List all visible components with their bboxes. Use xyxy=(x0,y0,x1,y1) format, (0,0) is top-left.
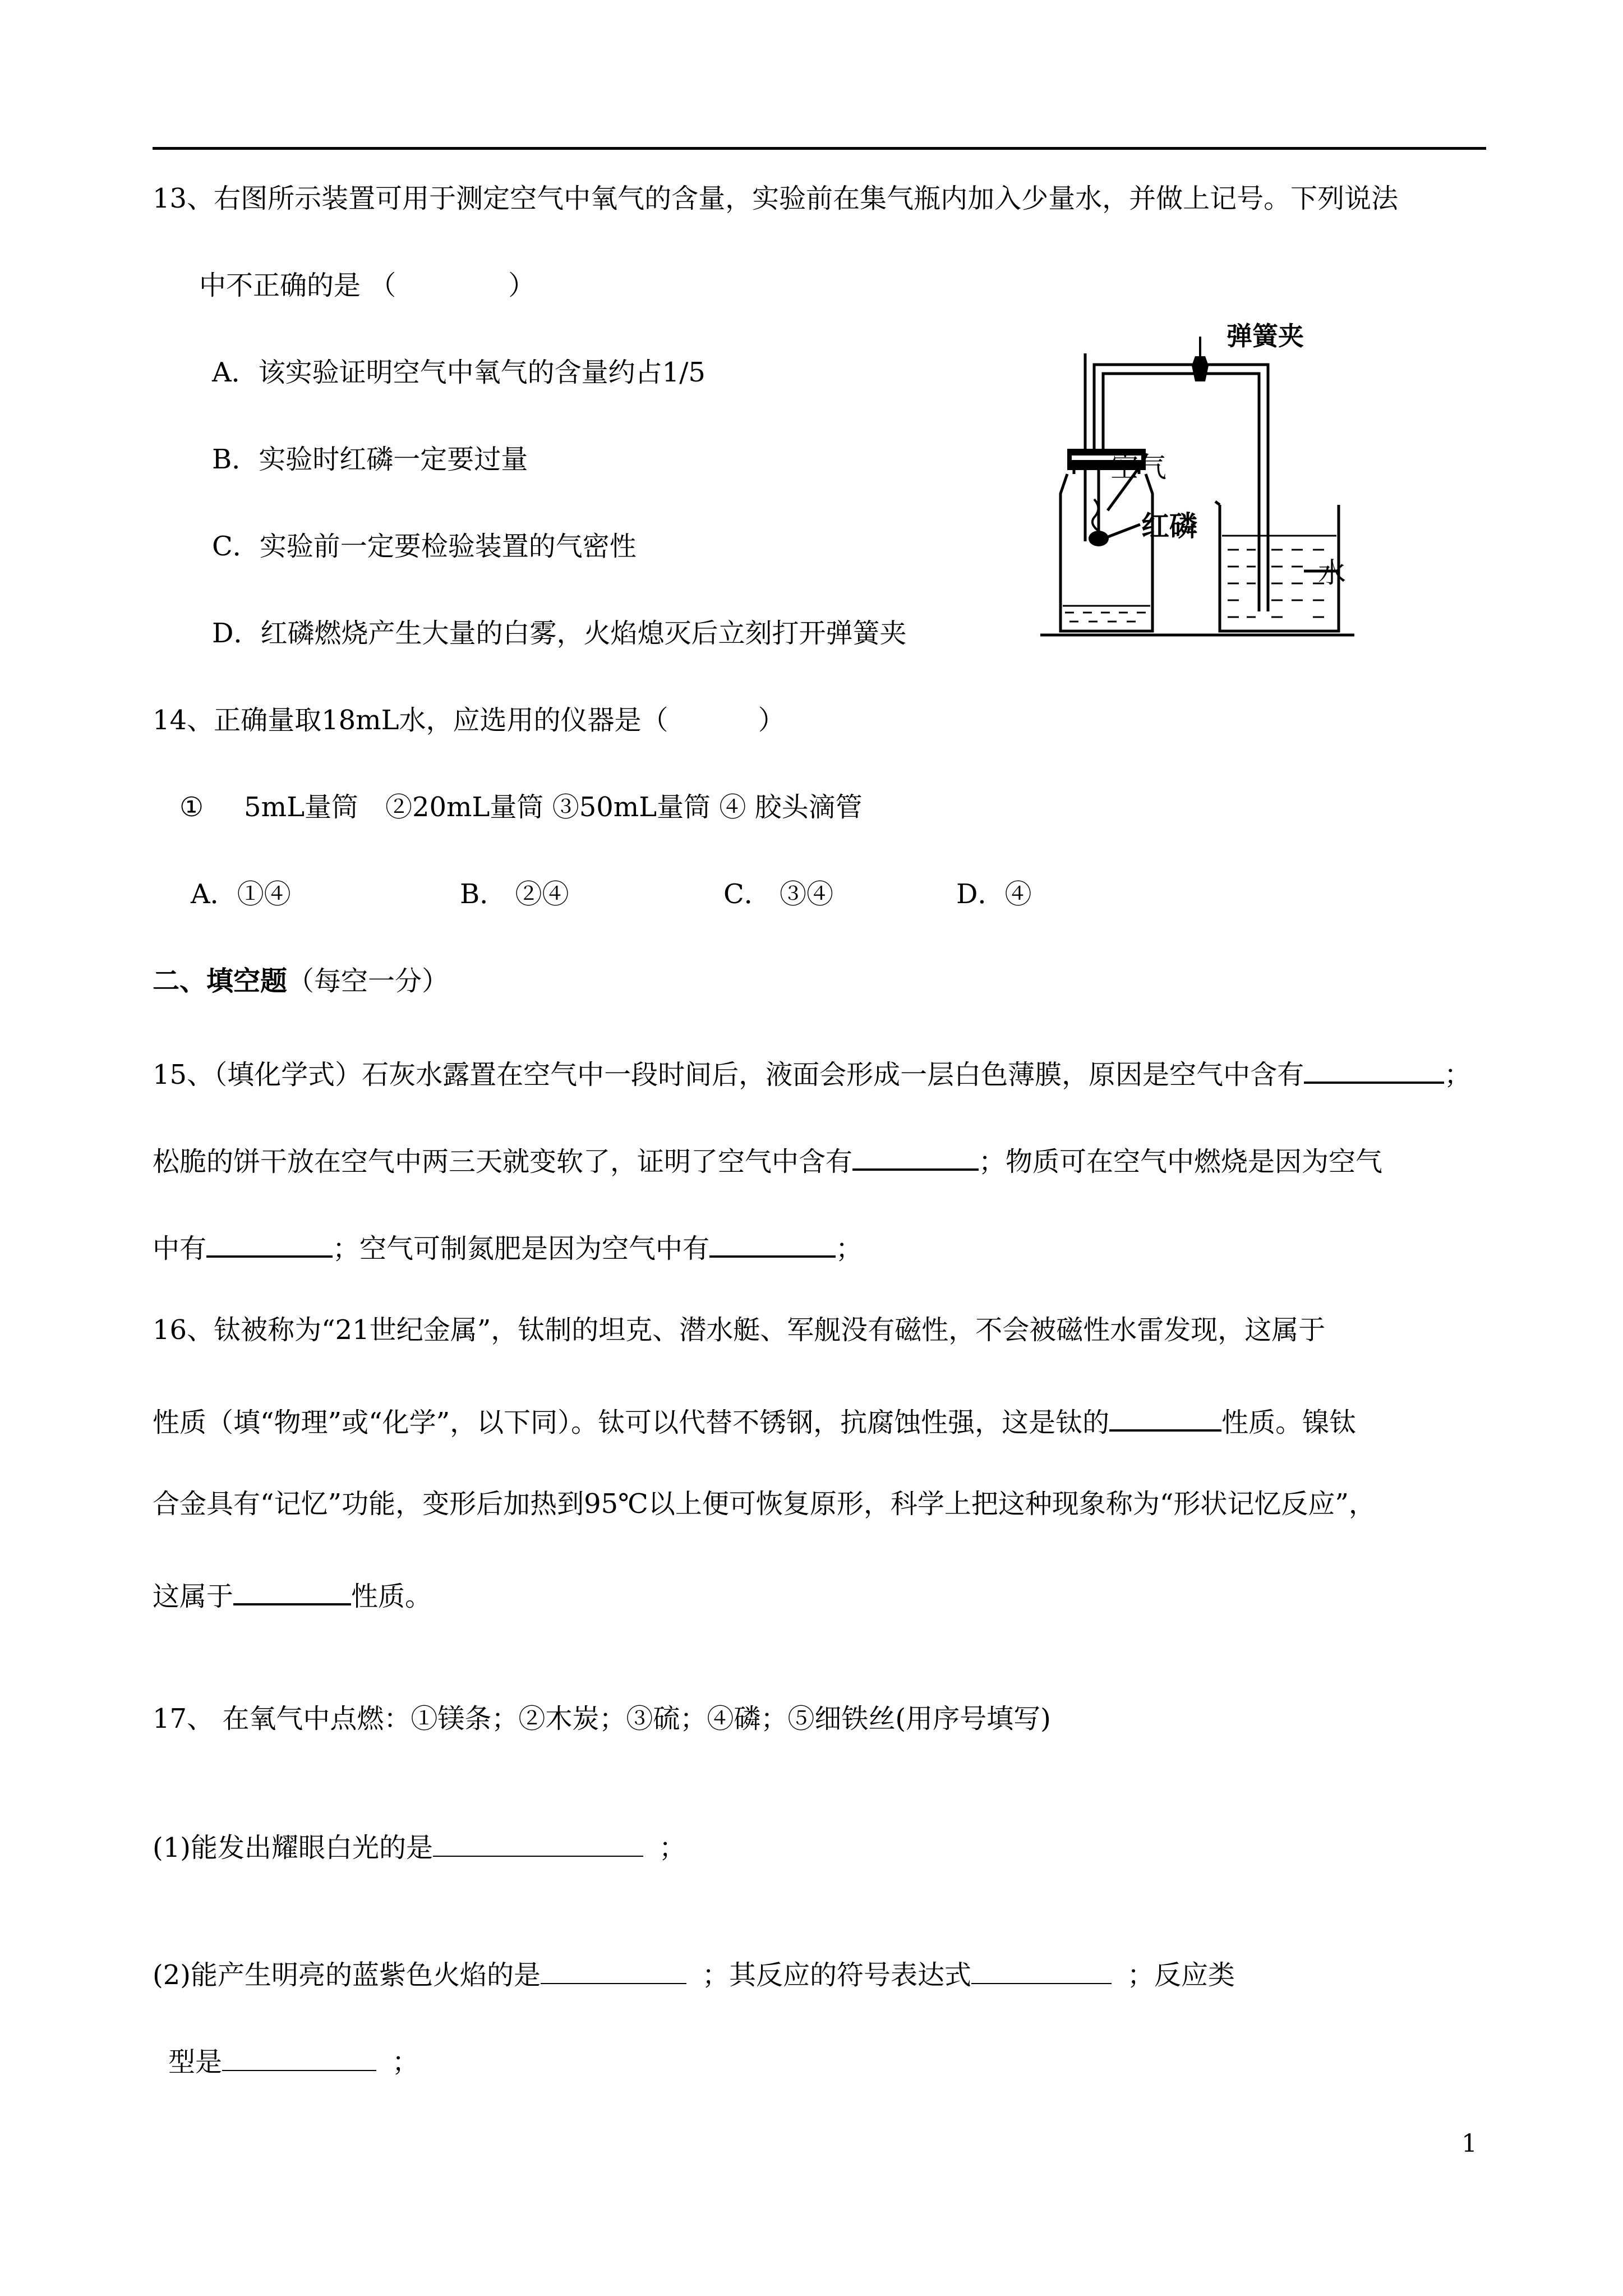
q17-part2 xyxy=(153,1961,1235,1989)
section-note: （每空一分） xyxy=(287,965,449,997)
q13-stem-text: 中不正确的是 （ xyxy=(199,270,396,301)
q16-line2 xyxy=(153,1404,1356,1436)
q14-stem-close: ） xyxy=(758,705,785,736)
q14-instruments xyxy=(179,794,863,821)
q16-line4 xyxy=(153,1577,432,1610)
q13-option-c: C．实验前一定要检验装置的气密性 xyxy=(212,531,637,562)
q15-text-3: 中有 xyxy=(153,1233,207,1264)
q17-text-3b: ； xyxy=(392,2046,419,2078)
q17-text-3: 型是 xyxy=(168,2046,223,2078)
apparatus-diagram xyxy=(1040,314,1354,639)
label-spring-clamp: 弹簧夹 xyxy=(1227,321,1304,351)
label-water: 水 xyxy=(1318,556,1346,589)
q15-line3 xyxy=(153,1230,863,1262)
page-number: 1 xyxy=(1461,2129,1477,2158)
q17-blank-3[interactable] xyxy=(971,1961,1112,1984)
q17-blank-2[interactable] xyxy=(541,1961,686,1984)
q15-blank-2[interactable] xyxy=(852,1143,979,1171)
q14-choice-d: D．④ xyxy=(956,878,1032,910)
q13-option-a: A．该实验证明空气中氧气的含量约占1/5 xyxy=(212,357,706,388)
q13-option-d: D．红磷燃烧产生大量的白雾，火焰熄灭后立刻打开弹簧夹 xyxy=(212,618,907,649)
q17-blank-4[interactable] xyxy=(222,2047,376,2071)
q16-text-4b: 性质。 xyxy=(351,1581,432,1612)
q16-blank-2[interactable] xyxy=(233,1577,351,1605)
q14-choice-a: A．①④ xyxy=(191,878,291,910)
q17-text-2c: ；反应类 xyxy=(1127,1959,1235,1991)
q16-line3: 合金具有“记忆”功能，变形后加热到95℃以上便可恢复原形，科学上把这种现象称为“形状记忆反应”， xyxy=(153,1488,1376,1520)
q17-part1 xyxy=(153,1832,686,1864)
section-title: 二、填空题 xyxy=(153,965,288,997)
q14-item-marker: ① xyxy=(179,792,204,823)
q15-blank-3[interactable] xyxy=(206,1230,333,1258)
q13-option-b: B．实验时红磷一定要过量 xyxy=(212,444,528,475)
q13-stem-line2 xyxy=(199,272,535,299)
q14-choice-c: C． ③④ xyxy=(723,878,833,910)
q17-part3 xyxy=(168,2047,419,2076)
q15-text-3b: ；空气可制氮肥是因为空气中有 xyxy=(333,1233,710,1264)
q15-text-1: 15、（填化学式）石灰水露置在空气中一段时间后，液面会形成一层白色薄膜，原因是空气中含有 xyxy=(153,1059,1304,1091)
label-air: 空气 xyxy=(1110,451,1166,484)
q17-blank-1[interactable] xyxy=(433,1833,643,1857)
q13-stem-close: ） xyxy=(508,270,536,301)
q17-text-2: (2)能产生明亮的蓝紫色火焰的是 xyxy=(153,1959,541,1991)
q13-stem-line1: 13、右图所示装置可用于测定空气中氧气的含量，实验前在集气瓶内加入少量水，并做上记号。下列说法 xyxy=(153,183,1399,214)
q15-text-2: 松脆的饼干放在空气中两三天就变软了，证明了空气中含有 xyxy=(153,1146,853,1177)
q15-line1 xyxy=(153,1056,1472,1091)
q15-text-1b: ； xyxy=(1444,1059,1472,1091)
q17-text-2b: ；其反应的符号表达式 xyxy=(702,1959,972,1991)
q14-stem xyxy=(153,707,785,734)
q14-stem-text: 14、正确量取18mL水，应选用的仪器是（ xyxy=(153,705,668,736)
q17-text-1b: ； xyxy=(659,1832,686,1864)
q14-item-list: 5mL量筒 ②20mL量筒 ③50mL量筒 ④ 胶头滴管 xyxy=(244,792,863,823)
header-rule xyxy=(153,147,1486,150)
label-red-phosphorus: 红磷 xyxy=(1141,510,1197,542)
q15-blank-1[interactable] xyxy=(1304,1056,1444,1084)
q15-text-2b: ；物质可在空气中燃烧是因为空气 xyxy=(979,1146,1383,1177)
q16-text-2: 性质（填“物理”或“化学”，以下同）。钛可以代替不锈钢，抗腐蚀性强，这是钛的 xyxy=(153,1407,1110,1438)
q17-stem: 17、 在氧气中点燃：①镁条；②木炭；③硫；④磷；⑤细铁丝(用序号填写) xyxy=(153,1703,1051,1734)
q15-line2 xyxy=(153,1143,1382,1175)
q14-choice-b: B． ②④ xyxy=(460,878,569,910)
q16-line1: 16、钛被称为“21世纪金属”，钛制的坦克、潜水艇、军舰没有磁性，不会被磁性水雷发现，这属于 xyxy=(153,1314,1326,1346)
section-heading xyxy=(153,965,449,997)
q16-text-4: 这属于 xyxy=(153,1581,234,1612)
q16-blank-1[interactable] xyxy=(1109,1404,1221,1432)
q15-blank-4[interactable] xyxy=(709,1230,836,1258)
q16-text-2b: 性质。镍钛 xyxy=(1221,1407,1357,1438)
q15-text-3c: ； xyxy=(836,1233,863,1264)
q17-text-1: (1)能发出耀眼白光的是 xyxy=(153,1832,433,1864)
